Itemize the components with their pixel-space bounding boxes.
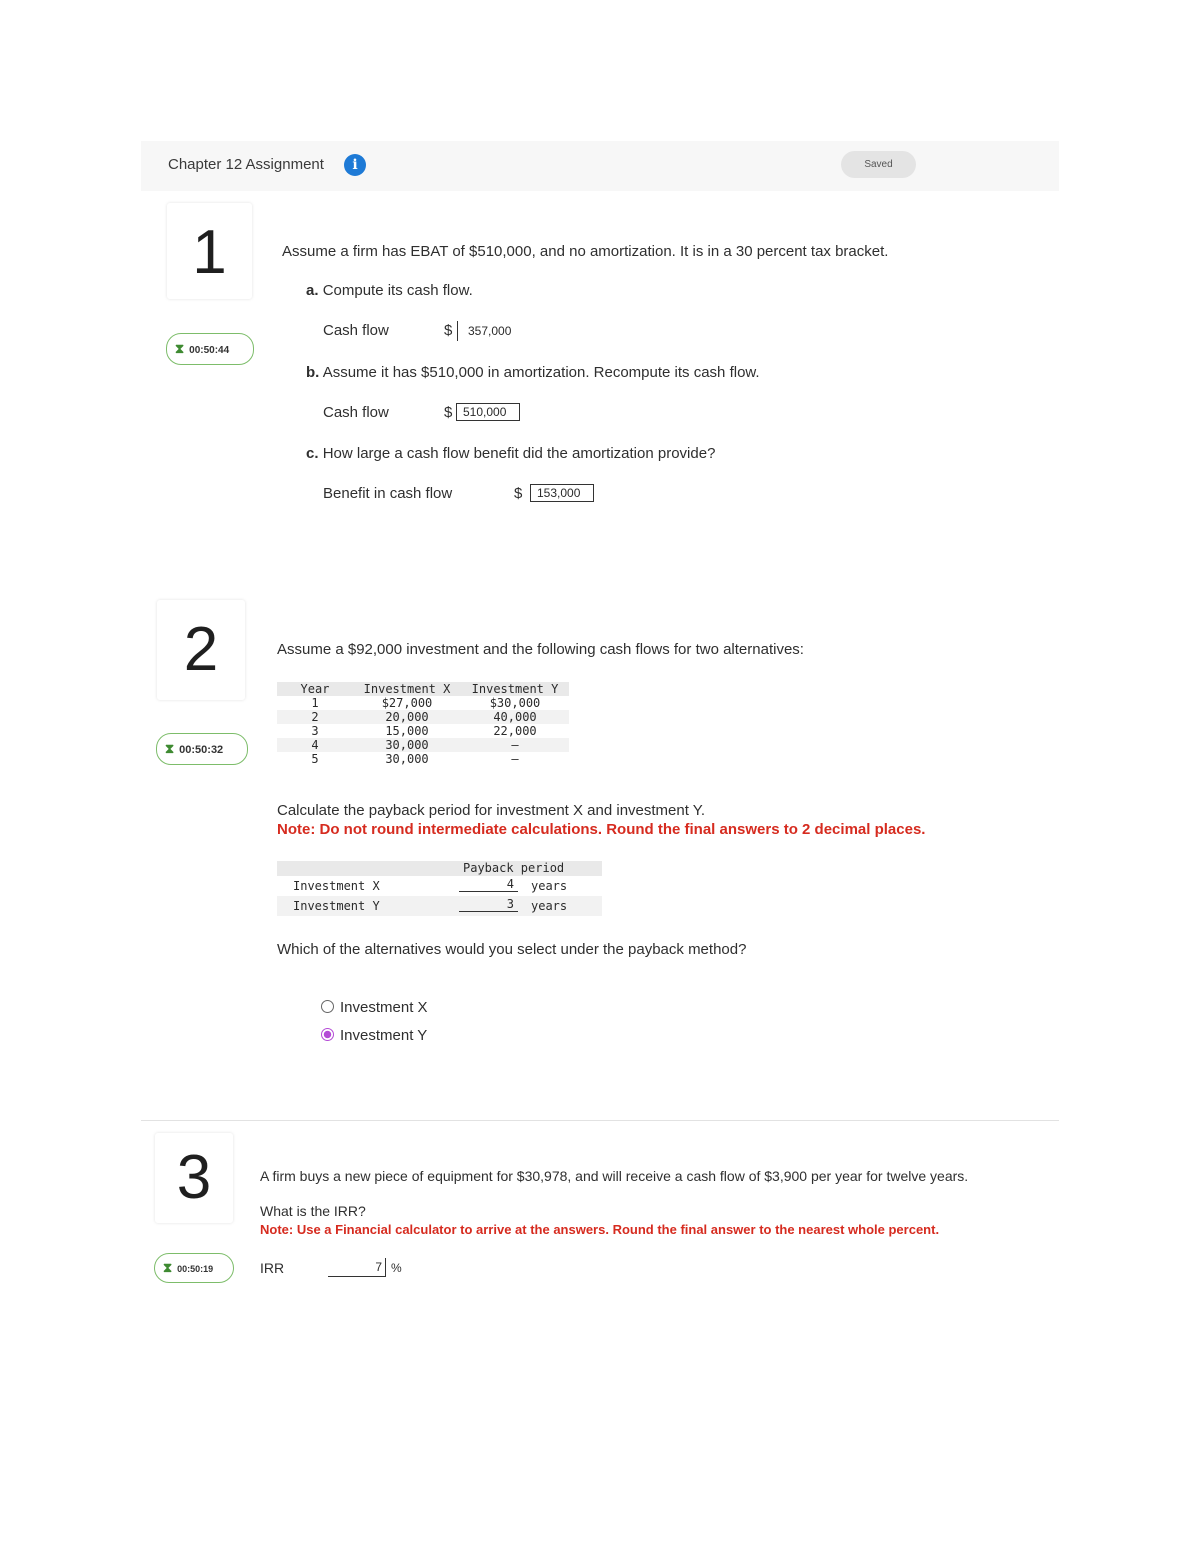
q1-b-cash-flow-input[interactable]: 510,000 (456, 403, 520, 421)
payback-row-x: Investment X 4 years (293, 877, 568, 893)
payback-row-y: Investment Y 3 years (277, 896, 602, 916)
q1-c-field-label: Benefit in cash flow (323, 485, 453, 502)
cash-flow-table (277, 682, 569, 766)
payback-table (277, 861, 602, 916)
question-3-timer: ⧗ 00:50:19 (154, 1253, 234, 1283)
hourglass-icon: ⧗ (163, 1260, 173, 1275)
q1-b-field-label: Cash flow (323, 404, 389, 421)
table-cell: 15,000 (385, 724, 429, 738)
question-1-timer: ⧗ 00:50:44 (166, 333, 254, 365)
question-3-number: 3 (155, 1133, 233, 1223)
table-cell: 30,000 (385, 752, 429, 766)
table-cell: 5 (311, 752, 319, 766)
question-2-number: 2 (157, 600, 245, 700)
table-cell: 30,000 (385, 738, 429, 752)
saved-status-badge: Saved (841, 151, 916, 178)
q2-choice-question: Which of the alternatives would you select under the payback method? (277, 941, 747, 958)
table-cell: 2 (311, 710, 319, 724)
table-cell: 22,000 (493, 724, 537, 738)
q1-part-b: b. Assume it has $510,000 in amortization. Recompute its cash flow. (306, 364, 760, 381)
q1-a-field-label: Cash flow (323, 322, 389, 339)
q1-c-benefit-input[interactable]: 153,000 (530, 484, 594, 502)
payback-y-input[interactable]: 3 (459, 897, 518, 912)
q1-prompt: Assume a firm has EBAT of $510,000, and no amortization. It is in a 30 percent tax bracket. (282, 243, 889, 260)
table-cell: 20,000 (385, 710, 429, 724)
assignment-title: Chapter 12 Assignment (168, 156, 324, 173)
q1-b-currency: $ (444, 404, 453, 421)
payback-x-input[interactable]: 4 (459, 877, 518, 892)
radio-investment-x[interactable] (321, 1000, 334, 1013)
option-investment-x[interactable]: Investment X (321, 999, 428, 1016)
table-cell: 4 (311, 738, 319, 752)
payback-header: Payback period (463, 861, 565, 875)
radio-investment-y[interactable] (321, 1028, 334, 1041)
q3-question: What is the IRR? (260, 1203, 366, 1219)
table-cell: $27,000 (381, 696, 433, 710)
table-cell: 40,000 (493, 710, 537, 724)
q2-note: Note: Do not round intermediate calculations. Round the final answers to 2 decimal places. (277, 821, 926, 838)
irr-input[interactable]: 7 (328, 1258, 386, 1277)
table-header-year: Year (300, 682, 330, 696)
assignment-header (141, 141, 1059, 191)
hourglass-icon: ⧗ (165, 741, 175, 756)
q1-part-a: a. Compute its cash flow. (306, 282, 473, 299)
hourglass-icon: ⧗ (175, 341, 185, 356)
table-cell: 1 (311, 696, 319, 710)
payback-header-row (277, 861, 602, 876)
table-cell: — (511, 738, 519, 752)
question-1-number: 1 (167, 203, 252, 299)
q1-c-currency: $ (514, 485, 523, 502)
q1-part-c: c. How large a cash flow benefit did the amortization provide? (306, 445, 716, 462)
q3-field-label: IRR (260, 1260, 285, 1276)
table-cell: 3 (311, 724, 319, 738)
table-cell: $30,000 (489, 696, 541, 710)
table-cell: — (511, 752, 519, 766)
section-divider (141, 1120, 1059, 1121)
table-header-investment-y: Investment Y (471, 682, 559, 696)
q1-a-currency: $ (444, 322, 453, 339)
irr-unit: % (391, 1261, 402, 1275)
q3-note: Note: Use a Financial calculator to arrive at the answers. Round the final answer to the nearest whole percent. (260, 1222, 940, 1237)
q1-a-cash-flow-input[interactable]: 357,000 (457, 321, 538, 341)
q2-instruction: Calculate the payback period for investment X and investment Y. (277, 802, 706, 819)
q2-prompt: Assume a $92,000 investment and the following cash flows for two alternatives: (277, 641, 804, 658)
question-2-timer: ⧗ 00:50:32 (156, 733, 248, 765)
info-icon[interactable]: i (344, 154, 366, 176)
table-header-investment-x: Investment X (363, 682, 451, 696)
option-investment-y[interactable]: Investment Y (321, 1027, 427, 1044)
q3-prompt: A firm buys a new piece of equipment for $30,978, and will receive a cash flow of $3,900 per year for twelve years. (260, 1168, 969, 1184)
